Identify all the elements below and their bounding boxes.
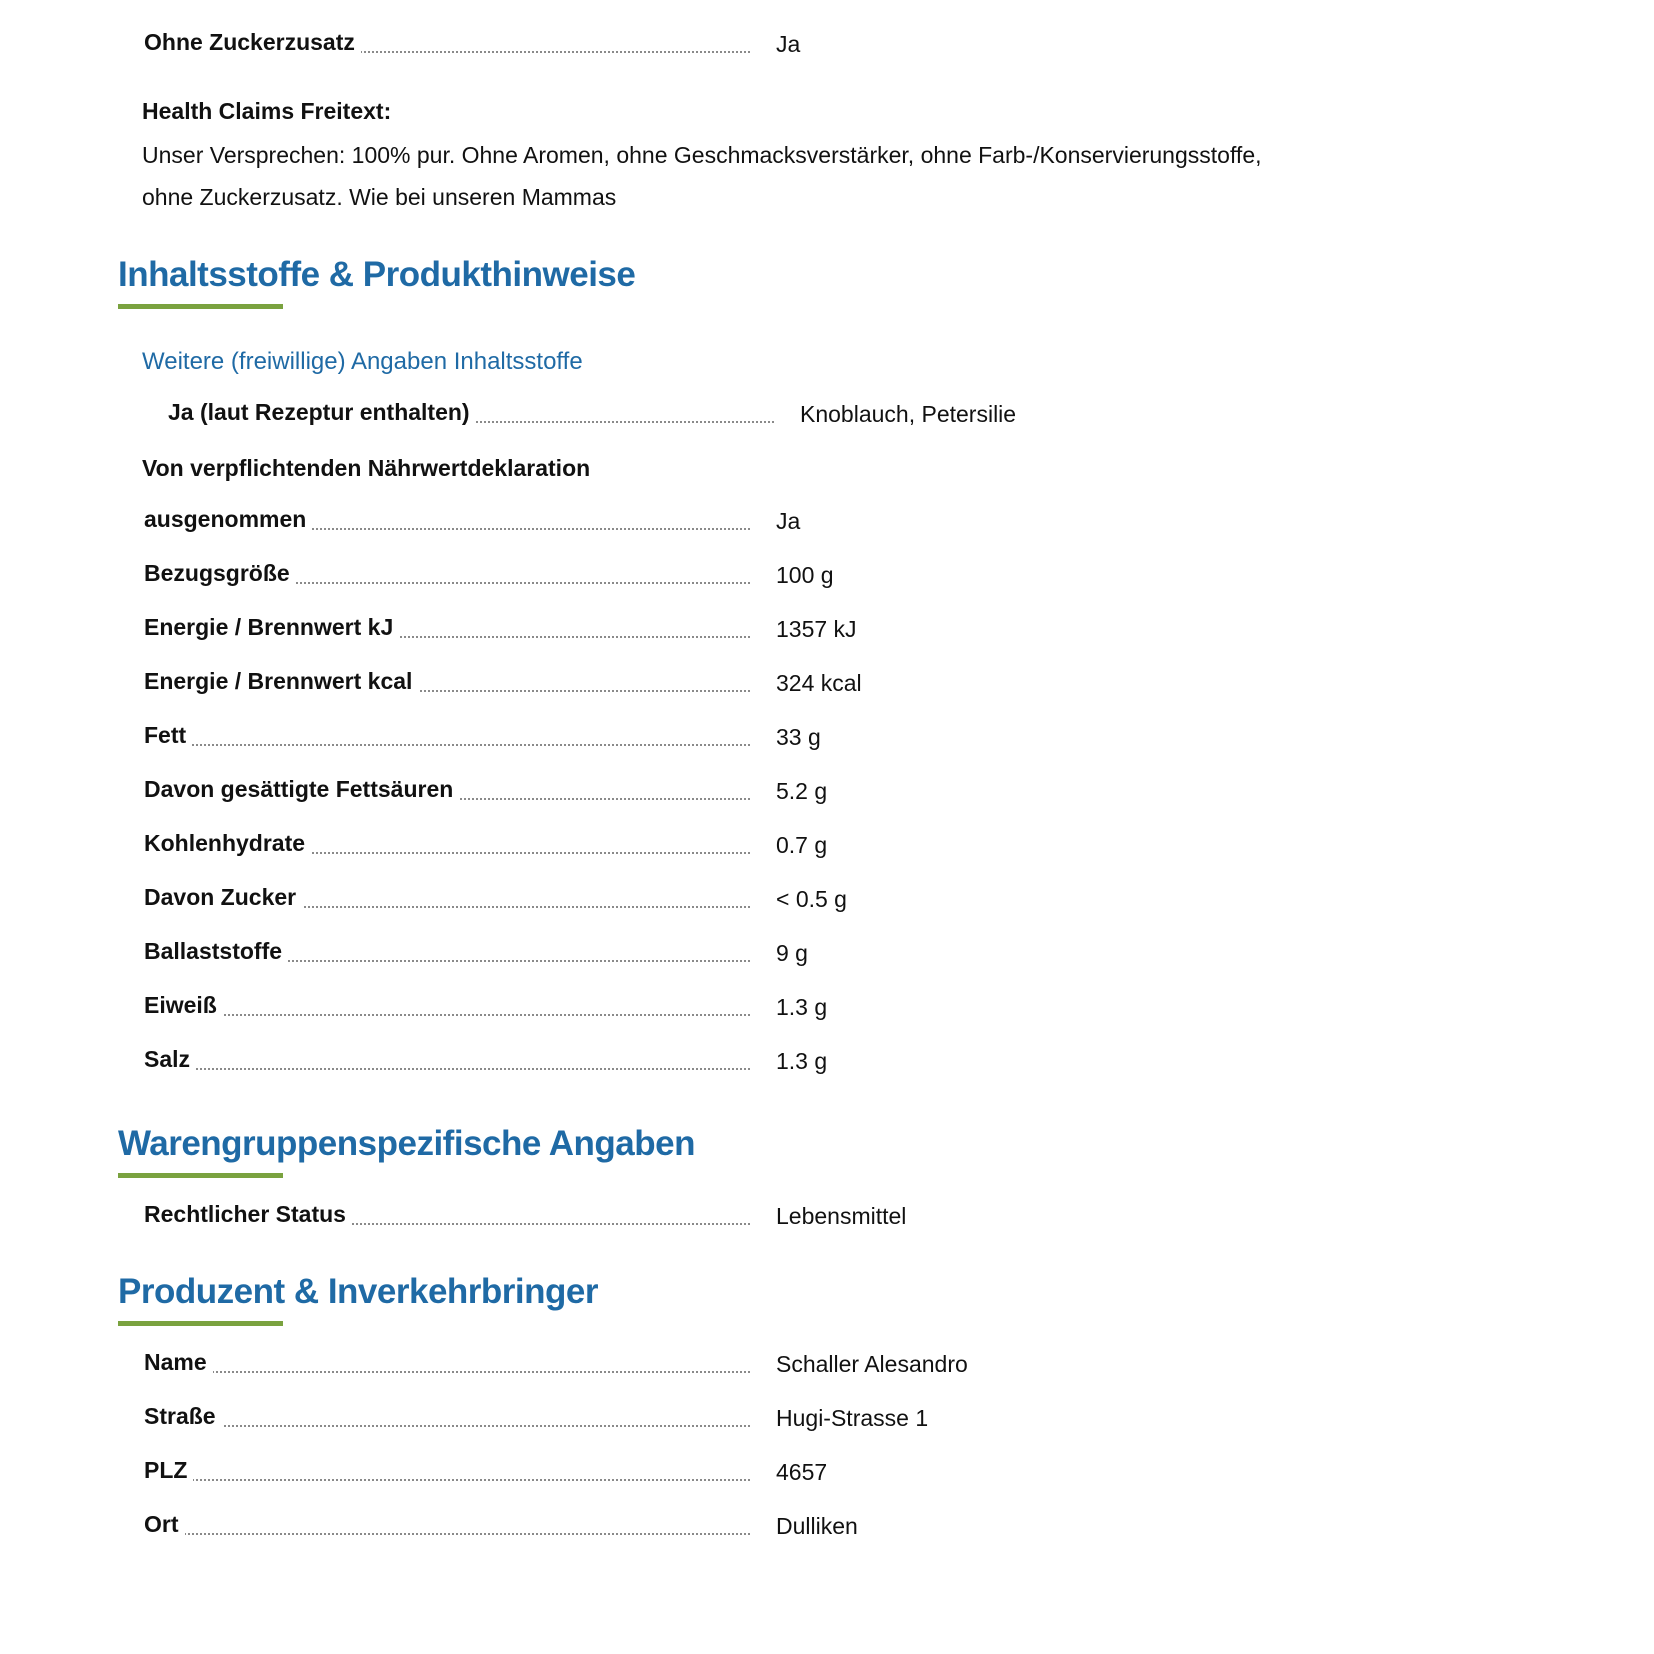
health-claims-line: Unser Versprechen: 100% pur. Ohne Aromen, ohne Geschmacksverstärker, ohne Farb-/Konservierungsstoffe, [142,142,1262,168]
field-label: Ja (laut Rezeptur enthalten) [168,399,476,426]
section-underline [118,1321,283,1326]
health-claims-line: ohne Zuckerzusatz. Wie bei unseren Mammas [142,184,617,210]
field-label: Energie / Brennwert kcal [144,668,418,695]
field-label: Ort [144,1511,185,1538]
field-label: Ballaststoffe [144,938,288,965]
field-value: Lebensmittel [776,1203,907,1229]
table-row [144,1196,1244,1236]
field-value: 4657 [776,1459,828,1485]
field-label: Rechtlicher Status [144,1201,352,1228]
dotted-leader [144,1425,750,1427]
field-value: Schaller Alesandro [776,1351,968,1377]
table-row [144,1041,1244,1081]
field-label: Davon gesättigte Fettsäuren [144,776,459,803]
table-row [144,609,1244,649]
table-row [144,501,1244,541]
section-title-produzent: Produzent & Inverkehrbringer [118,1272,598,1311]
dotted-leader [144,1014,750,1016]
field-label: Name [144,1349,213,1376]
field-value: Hugi-Strasse 1 [776,1405,929,1431]
field-rezeptur [168,394,1268,434]
field-label: Fett [144,722,192,749]
field-label: PLZ [144,1457,193,1484]
field-value: 0.7 g [776,832,828,858]
health-claims-heading: Health Claims Freitext: [142,98,392,124]
field-value: 324 kcal [776,670,862,696]
table-row [144,1344,1244,1384]
field-label: Energie / Brennwert kJ [144,614,399,641]
field-value: Ja [776,31,801,57]
field-label: Davon Zucker [144,884,302,911]
field-value: 9 g [776,940,808,966]
table-row [144,1506,1244,1546]
field-value: Ja [776,508,801,534]
table-row [144,771,1244,811]
field-value: 33 g [776,724,821,750]
field-value: Knoblauch, Petersilie [800,401,1017,427]
table-row [144,717,1244,757]
table-row [144,879,1244,919]
field-label: ausgenommen [144,506,312,533]
field-value: 5.2 g [776,778,828,804]
section-underline [118,304,283,309]
field-label: Salz [144,1046,196,1073]
field-value: 1357 kJ [776,616,857,642]
dotted-leader [144,1371,750,1373]
field-value: Dulliken [776,1513,858,1539]
field-label: Eiweiß [144,992,223,1019]
table-row [144,825,1244,865]
table-row [144,663,1244,703]
subsection-title-weitere-angaben: Weitere (freiwillige) Angaben Inhaltsstoffe [142,348,583,375]
section-underline [118,1173,283,1178]
field-label: Ohne Zuckerzusatz [144,29,361,56]
field-value: 1.3 g [776,994,828,1020]
dotted-leader [144,744,750,746]
table-row [144,933,1244,973]
field-value: 100 g [776,562,834,588]
table-row [144,1398,1244,1438]
table-row [144,555,1244,595]
section-title-warengruppen: Warengruppenspezifische Angaben [118,1124,695,1163]
health-claims-text [142,134,1442,218]
section-title-inhaltsstoffe: Inhaltsstoffe & Produkthinweise [118,255,636,294]
field-value: < 0.5 g [776,886,847,912]
table-row [144,987,1244,1027]
naehrwert-heading: Von verpflichtenden Nährwertdeklaration [142,455,591,481]
field-label: Straße [144,1403,222,1430]
field-value: 1.3 g [776,1048,828,1074]
dotted-leader [144,1068,750,1070]
field-ohne-zuckerzusatz [144,24,1244,64]
table-row [144,1452,1244,1492]
dotted-leader [144,1533,750,1535]
field-label: Bezugsgröße [144,560,296,587]
field-label: Kohlenhydrate [144,830,311,857]
dotted-leader [144,1479,750,1481]
